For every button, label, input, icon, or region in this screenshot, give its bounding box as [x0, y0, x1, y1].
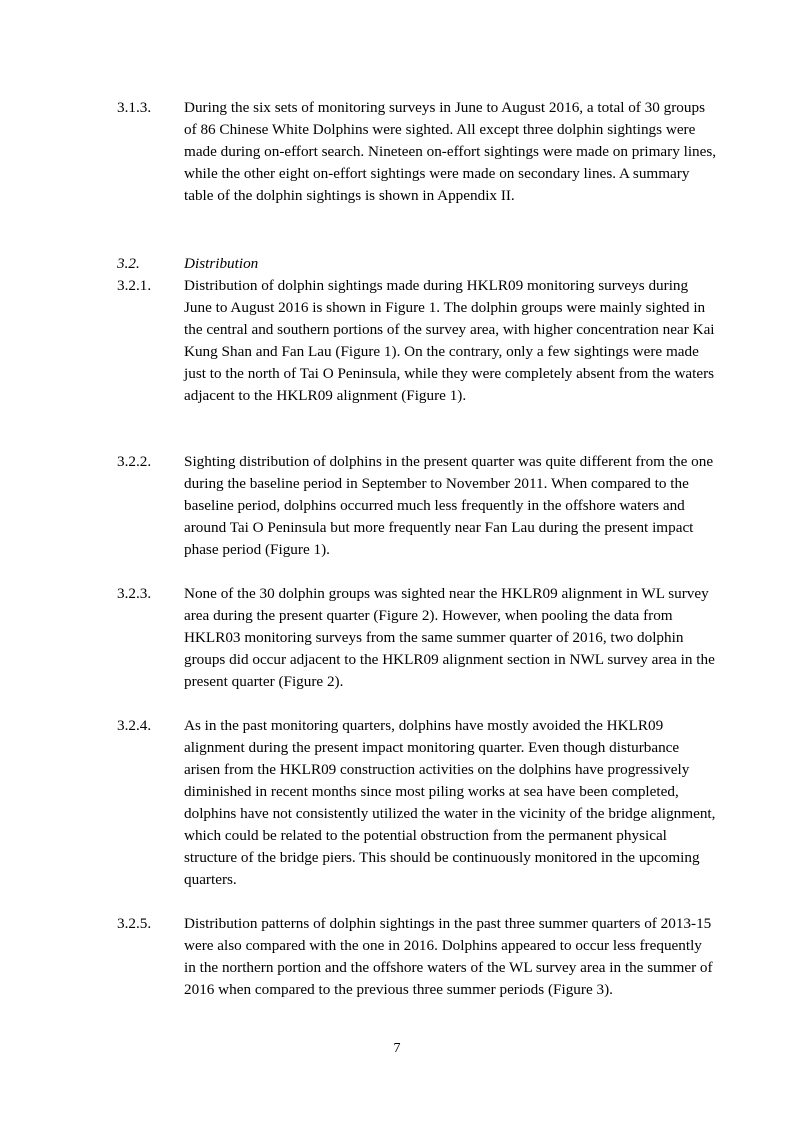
paragraph-text: None of the 30 dolphin groups was sighted near the HKLR09 alignment in WL survey area during the present quarter (Figure 2). However, when pooling the data from HKLR03 monitoring surveys from the same summer quarter of 2016, two dolphin groups did occur adjacent to the HKLR09 alignment section in NWL survey area in the present quarter (Figure 2).	[184, 585, 715, 690]
paragraph-text: As in the past monitoring quarters, dolphins have mostly avoided the HKLR09 alignment during the present impact monitoring quarter. Even though disturbance arisen from the HKLR09 construction activities on the dolphins have progressively diminished in recent months since most piling works at sea have been completed, dolphins have not consistently utilized the water in the vicinity of the bridge alignment, which could be related to the potential obstruction from the permanent physical structure of the bridge piers. This should be continuously monitored in the upcoming quarters.	[184, 717, 716, 888]
paragraph-text: During the six sets of monitoring surveys in June to August 2016, a total of 30 groups of 86 Chinese White Dolphins were sighted. All except three dolphin sightings were made during on-effort search. Nineteen on-effort sightings were made on primary lines, while the other eight on-effort sightings were made on secondary lines. A summary table of the dolphin sightings is shown in Appendix II.	[184, 99, 717, 204]
section-title: Distribution	[184, 255, 259, 272]
paragraph-number: 3.1.3.	[117, 99, 152, 116]
paragraph-3-2-2	[117, 451, 717, 561]
page-number: 7	[393, 1041, 401, 1056]
paragraph-number: 3.2.3.	[117, 585, 152, 602]
paragraph-3-2-1	[117, 275, 717, 407]
paragraph-number: 3.2.2.	[117, 453, 152, 470]
paragraph-number: 3.2.1.	[117, 277, 152, 294]
paragraph-text: Distribution of dolphin sightings made during HKLR09 monitoring surveys during June to August 2016 is shown in Figure 1. The dolphin groups were mainly sighted in the central and southern portions of the survey area, with higher concentration near Kai Kung Shan and Fan Lau (Figure 1). On the contrary, only a few sightings were made just to the north of Tai O Peninsula, while they were completely absent from the waters adjacent to the HKLR09 alignment (Figure 1).	[184, 277, 715, 404]
section-heading-distribution	[117, 253, 717, 275]
paragraph-text: Sighting distribution of dolphins in the present quarter was quite different from the one during the baseline period in September to November 2011. When compared to the baseline period, dolphins occurred much less frequently in the offshore waters and around Tai O Peninsula but more frequently near Fan Lau during the present impact phase period (Figure 1).	[184, 453, 714, 558]
paragraph-3-2-3	[117, 583, 717, 693]
paragraph-number: 3.2.4.	[117, 717, 152, 734]
section-number: 3.2.	[117, 255, 140, 272]
paragraph-3-1-3	[117, 97, 717, 207]
paragraph-text: Distribution patterns of dolphin sightings in the past three summer quarters of 2013-15 were also compared with the one in 2016. Dolphins appeared to occur less frequently in the northern portion and the offshore waters of the WL survey area in the summer of 2016 when compared to the previous three summer periods (Figure 3).	[184, 915, 713, 998]
paragraph-3-2-5	[117, 913, 717, 1001]
paragraph-number: 3.2.5.	[117, 915, 152, 932]
paragraph-3-2-4	[117, 715, 717, 891]
